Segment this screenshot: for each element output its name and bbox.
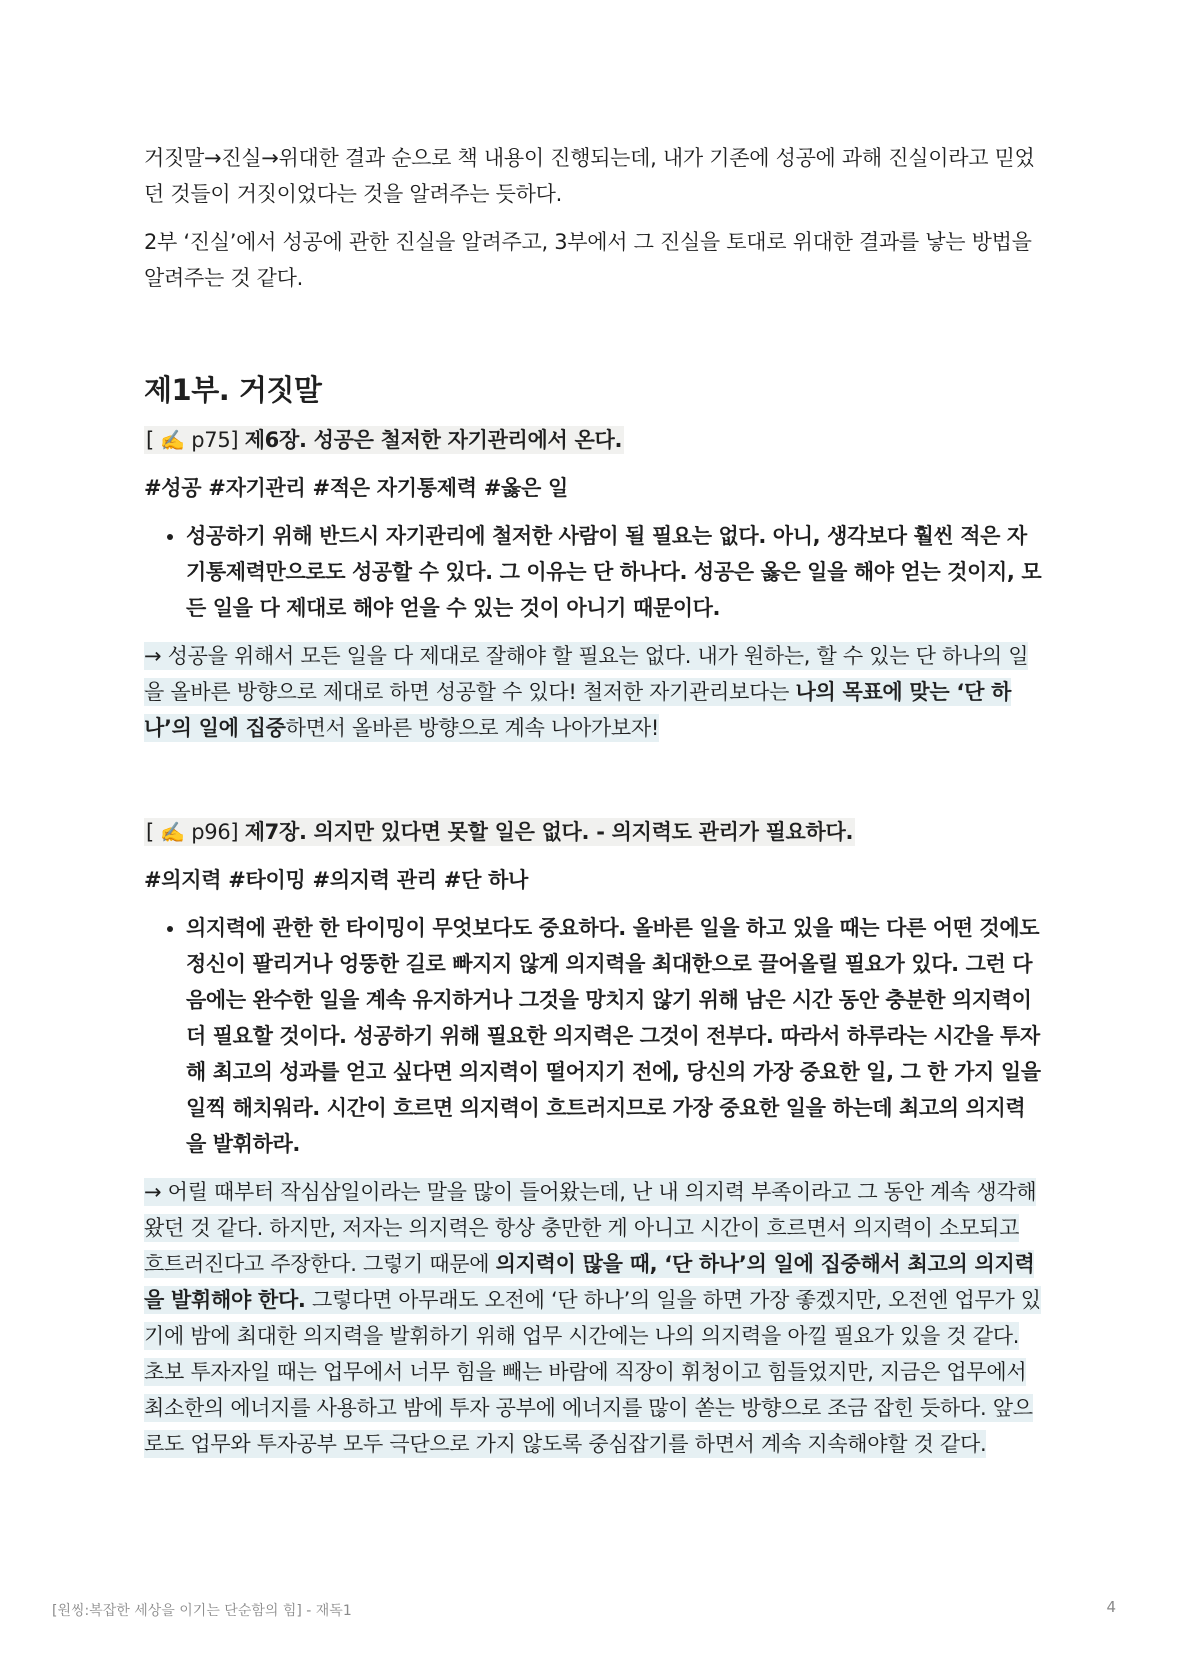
part1-heading: 제1부. 거짓말 — [144, 373, 322, 407]
chapter6-tags: #성공 #자기관리 #적은 자기통제력 #옳은 일 — [144, 476, 569, 500]
chapter7-header — [144, 814, 1044, 850]
chapter6-page: p75] — [184, 428, 245, 452]
bracket-open: [ — [146, 428, 161, 452]
chapter6-header — [144, 422, 1044, 458]
chapter6-quote: • 성공하기 위해 반드시 자기관리에 철저한 사람이 될 필요는 없다. 아니, 생각보다 훨씬 적은 자기통제력만으로도 성공할 수 있다. 그 이유는 단 하나다. 성공은 옳은 일을 해야 얻는 것이지, 모든 일을 다 제대로 해야 얻을 수 있는 것이 아니기 때문이다. — [186, 518, 1044, 626]
chapter7-highlight — [144, 818, 855, 846]
chapter7-quote-list — [144, 910, 1044, 1162]
chapter7-tags: #의지력 #타이밍 #의지력 관리 #단 하나 — [144, 868, 529, 892]
chapter7-note-text-b: 그렇다면 아무래도 오전에 ‘단 하나’의 일을 하면 가장 좋겠지만, 오전엔 업무가 있기에 밤에 최대한 의지력을 발휘하기 위해 업무 시간에는 나의 의지력을 아낄 필요가 있을 것 같다. 초보 투자자일 때는 업무에서 너무 힘을 빼는 바람에 직장이 휘청이고 힘들었지만, 지금은 업무에서 최소한의 에너지를 사용하고 밤에 투자 공부에 에너지를 많이 쏟는 방향으로 조금 잡힌 듯하다. 앞으로도 업무와 투자공부 모두 극단으로 가지 않도록 중심잡기를 하면서 계속 지속해야할 것 같다. — [144, 1288, 1041, 1456]
chapter6-title: 제6장. 성공은 철저한 자기관리에서 온다. — [244, 428, 623, 452]
bracket-open: [ — [146, 820, 161, 844]
intro-paragraph-1: 거짓말→진실→위대한 결과 순으로 책 내용이 진행되는데, 내가 기존에 성공에 과해 진실이라고 믿었던 것들이 거짓이었다는 것을 알려주는 듯하다. — [144, 146, 1035, 206]
document-body — [144, 140, 1044, 1474]
chapter7-note-bold: 의지력이 많을 때, ‘단 하나’의 일에 집중해서 최고의 의지력을 발휘해야 한다. — [144, 1252, 1035, 1312]
spacer — [144, 758, 1044, 814]
chapter6-note-text-b: 하면서 올바른 방향으로 계속 나아가보자! — [285, 716, 660, 740]
chapter6-highlight — [144, 426, 624, 454]
chapter6-note-bold: 나의 목표에 맞는 ‘단 하나’의 일에 집중 — [144, 680, 1012, 740]
page-number: 4 — [1106, 1598, 1116, 1616]
chapter6-note — [144, 638, 1044, 746]
chapter6-note-text-a: → 성공을 위해서 모든 일을 다 제대로 잘해야 할 필요는 없다. 내가 원하는, 할 수 있는 단 하나의 일을 올바른 방향으로 제대로 하면 성공할 수 있다! 철저한 자기관리보다는 — [144, 644, 1029, 704]
chapter6-quote-list — [144, 518, 1044, 626]
chapter7-note-text-a: → 어릴 때부터 작심삼일이라는 말을 많이 들어왔는데, 난 내 의지력 부족이라고 그 동안 계속 생각해왔던 것 같다. 하지만, 저자는 의지력은 항상 충만한 게 아니고 시간이 흐르면서 의지력이 소모되고 흐트러진다고 주장한다. 그렇기 때문에 — [144, 1180, 1037, 1276]
chapter7-quote: • 의지력에 관한 한 타이밍이 무엇보다도 중요하다. 올바른 일을 하고 있을 때는 다른 어떤 것에도 정신이 팔리거나 엉뚱한 길로 빠지지 않게 의지력을 최대한으로 끌어올릴 필요가 있다. 그런 다음에는 완수한 일을 계속 유지하거나 그것을 망치지 않기 위해 남은 시간 동안 충분한 의지력이 더 필요할 것이다. 성공하기 위해 필요한 의지력은 그것이 전부다. 따라서 하루라는 시간을 투자해 최고의 성과를 얻고 싶다면 의지력이 떨어지기 전에, 당신의 가장 중요한 일, 그 한 가지 일을 일찍 해치워라. 시간이 흐르면 의지력이 흐트러지므로 가장 중요한 일을 하는데 최고의 의지력을 발휘하라. — [186, 910, 1044, 1162]
writing-hand-icon: ✍️ — [160, 820, 185, 844]
footer-title: [원씽:복잡한 세상을 이기는 단순함의 힘] - 재독1 — [52, 1603, 352, 1619]
chapter7-note — [144, 1174, 1044, 1462]
chapter7-title: 제7장. 의지만 있다면 못할 일은 없다. - 의지력도 관리가 필요하다. — [244, 820, 854, 844]
writing-hand-icon: ✍️ — [160, 428, 185, 452]
intro-paragraph-2: 2부 ‘진실’에서 성공에 관한 진실을 알려주고, 3부에서 그 진실을 토대로 위대한 결과를 낳는 방법을 알려주는 것 같다. — [144, 230, 1032, 290]
chapter7-page: p96] — [184, 820, 245, 844]
